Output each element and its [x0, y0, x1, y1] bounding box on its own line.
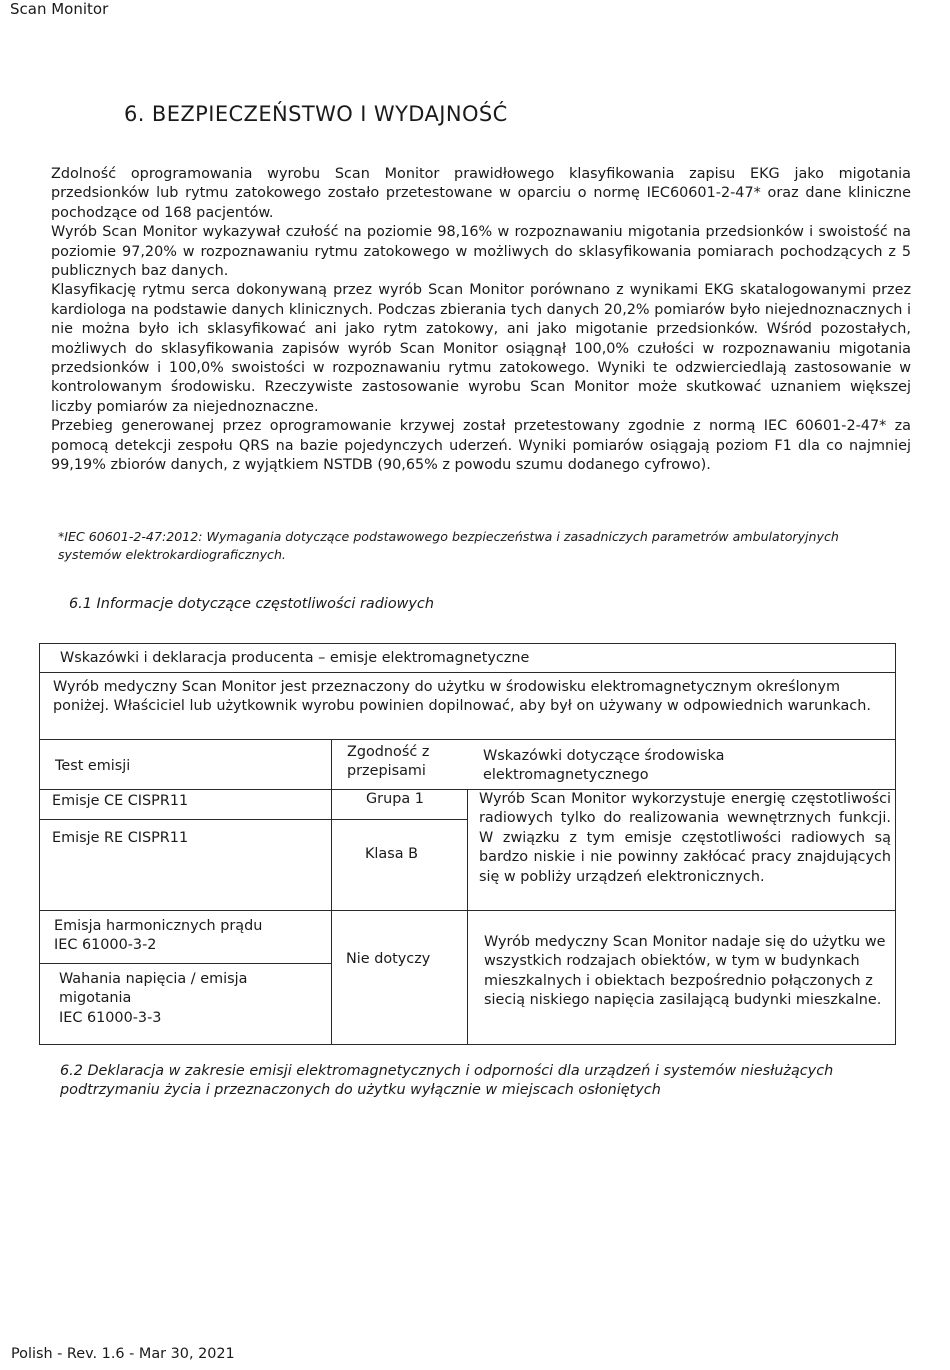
subsection-heading-emc: 6.2 Deklaracja w zakresie emisji elektromagnetycznych i odporności dla urządzeń i systemów niesłużących podtrzymaniu życia i przeznaczonych do użytku wyłącznie w miejscach osłoniętych: [60, 1063, 834, 1099]
row-residential-guidance: Wyrób medyczny Scan Monitor nadaje się do użytku we wszystkich rodzajach obiektów, w tym w budynkach mieszkalnych i obiektach bezpośrednio połączonych z siecią niskiego napięcia zasilającą budynki mieszkalne.: [484, 934, 886, 1009]
paragraph: Wyrób Scan Monitor wykazywał czułość na poziomie 98,16% w rozpoznawaniu migotania przedsionków i swoistość na poziomie 97,20% w rozpoznawaniu rytmu zatokowego w możliwych do sklasyfikowania pomiarach pochodzących z 5 publicznych baz danych.: [51, 224, 911, 280]
paragraph: Przebieg generowanej przez oprogramowanie krzywej został przetestowany zgodnie z normą IEC 60601-2-47* za pomocą detekcji zespołu QRS na bazie pojedynczych uderzeń. Wyniki pomiarów osiągają poziom F1 dla co najmniej 99,19% zbiorów danych, z wyjątkiem NSTDB (90,65% z powodu szumu dodanego cyfrowo).: [51, 418, 911, 474]
table-border: [895, 643, 896, 1045]
row-harmonic-compliance: Nie dotyczy: [346, 951, 431, 967]
table-border: [331, 739, 332, 1045]
row-ce-compliance: Grupa 1: [366, 791, 424, 807]
flicker-line-2: migotania: [59, 990, 132, 1007]
header-compliance: Zgodność z przepisami: [347, 744, 430, 780]
body-text: [51, 165, 911, 476]
header-emission-test: Test emisji: [55, 758, 131, 774]
document-header: Scan Monitor: [10, 0, 109, 18]
table-border: [39, 819, 467, 820]
table-border: [39, 739, 896, 740]
row-re-compliance: Klasa B: [365, 846, 419, 862]
table-intro: Wyrób medyczny Scan Monitor jest przeznaczony do użytku w środowisku elektromagnetycznym określonym poniżej. Właściciel lub użytkownik wyrobu powinien dopilnować, aby był on używany w odpowiednich warunkach.: [53, 679, 871, 715]
row-harmonic-test: [54, 917, 262, 956]
flicker-line-1: Wahania napięcia / emisja: [59, 971, 248, 987]
row-re-test: Emisje RE CISPR11: [52, 830, 189, 846]
paragraph: Zdolność oprogramowania wyrobu Scan Monitor prawidłowego klasyfikowania zapisu EKG jako migotania przedsionków lub rytmu zatokowego zostało przetestowane w oparciu o normę IEC60601-2-47* oraz dane kliniczne pochodzące od 168 pacjentów.: [51, 166, 911, 221]
table-border: [39, 643, 896, 644]
footnote: *IEC 60601-2-47:2012: Wymagania dotyczące podstawowego bezpieczeństwa i zasadniczych parametrów ambulatoryjnych systemów elektrokardiograficznych.: [58, 529, 839, 562]
section-title: 6. BEZPIECZEŃSTWO I WYDAJNOŚĆ: [124, 102, 508, 126]
table-border: [39, 963, 331, 964]
row-flicker-test: [59, 970, 247, 1028]
flicker-line-3: IEC 61000-3-3: [59, 1009, 162, 1026]
header-guidance: Wskazówki dotyczące środowiska elektromagnetycznego: [483, 748, 725, 784]
emc-table: [39, 643, 896, 1045]
row-rf-guidance: Wyrób Scan Monitor wykorzystuje energię częstotliwości radiowych tylko do realizowania wewnętrznych funkcji. W związku z tym emisje częstotliwości radiowych są bardzo niskie i nie powinny zakłócać pracy znajdujących się w pobliży urządzeń elektronicznych.: [479, 791, 891, 885]
table-border: [39, 672, 896, 673]
row-ce-test: Emisje CE CISPR11: [52, 793, 189, 809]
table-border: [467, 789, 468, 1045]
footer-revision: Polish - Rev. 1.6 - Mar 30, 2021: [11, 1346, 235, 1362]
paragraph: Klasyfikację rytmu serca dokonywaną przez wyrób Scan Monitor porównano z wynikami EKG skatalogowanymi przez kardiologa na podstawie danych klinicznych. Podczas zbierania tych danych 20,2% pomiarów było niejednoznacznych i nie można było ich sklasyfikować ani jako rytm zatokowy, ani jako migotanie przedsionków. Wśród pozostałych, możliwych do sklasyfikowania zapisów wyrób Scan Monitor osiągnął 100,0% czułości w rozpoznawaniu migotania przedsionków i 100,0% swoistości w rozpoznawaniu rytmu zatokowego. Wyniki te odzwierciedlają zastosowanie w kontrolowanym środowisku. Rzeczywiste zastosowanie wyrobu Scan Monitor może skutkować uznaniem większej liczby pomiarów za niejednoznaczne.: [51, 282, 911, 415]
subsection-heading-rf: 6.1 Informacje dotyczące częstotliwości radiowych: [69, 596, 434, 612]
harmonic-line-1: Emisja harmonicznych prądu: [54, 918, 263, 934]
table-border: [39, 643, 40, 1045]
harmonic-line-2: IEC 61000-3-2: [54, 937, 157, 954]
table-title: Wskazówki i deklaracja producenta – emisje elektromagnetyczne: [60, 650, 530, 666]
